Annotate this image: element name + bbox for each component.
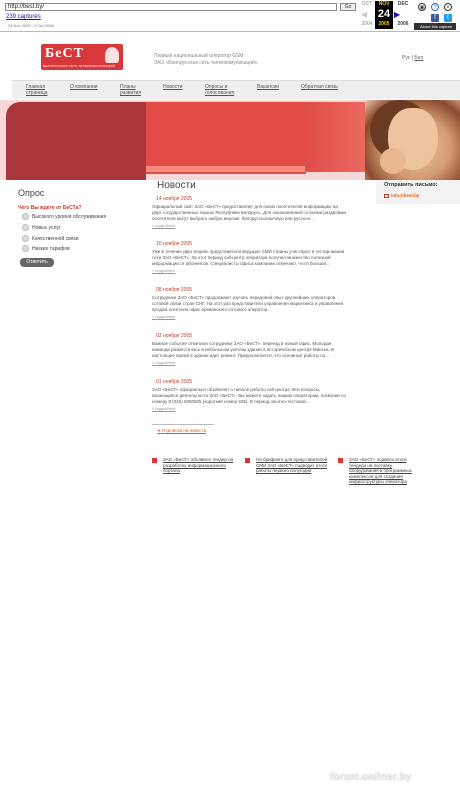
logo-emblem-icon bbox=[105, 47, 119, 63]
bullet-icon bbox=[338, 458, 343, 463]
current-day: 24 bbox=[377, 8, 391, 20]
news-text: Уже в течение двух недель представители ведущих СМИ страны участвуют в тестировании сети ЗАО «БеСТ». За этот период call-центр оператора получил множество полезной информации от абонентов. Специалисты офиса компании отмечают, что в больши... bbox=[152, 249, 345, 266]
envelope-icon bbox=[384, 194, 389, 198]
radio-icon[interactable] bbox=[22, 224, 29, 231]
news-title: Новости bbox=[157, 180, 196, 191]
news-item bbox=[152, 379, 347, 411]
teaser-link[interactable]: На брифинге для представителей СМИ ЗАО «БеСТ» подводит итоги работы первого полугодия bbox=[256, 457, 328, 473]
tagline-line-2: ЗАО «Белорусская сеть телекоммуникаций» bbox=[154, 60, 258, 66]
nav-home[interactable]: Главная страница bbox=[26, 84, 48, 96]
news-date: 01 ноября 2005 bbox=[156, 379, 193, 385]
nav-feedback[interactable]: Обратная связь bbox=[301, 84, 338, 90]
poll-submit-button[interactable]: Ответить bbox=[20, 258, 54, 267]
mail-title: Отправить письмо: bbox=[384, 182, 438, 188]
news-more-link[interactable]: » подробнее bbox=[152, 406, 176, 411]
nav-about[interactable]: О компании bbox=[70, 84, 98, 90]
radio-icon[interactable] bbox=[22, 235, 29, 242]
poll-option[interactable]: Низких тарифов bbox=[22, 245, 70, 252]
wayback-toolbar bbox=[0, 0, 460, 32]
poll-title: Опрос bbox=[18, 188, 45, 198]
radio-icon[interactable] bbox=[22, 213, 29, 220]
banner-light-stripe bbox=[146, 166, 306, 172]
nav-plans[interactable]: Планы развития bbox=[120, 84, 142, 96]
capture-range: 24 Nov 2005 - 9 Oct 2006 bbox=[8, 23, 54, 28]
promo-banner bbox=[0, 100, 460, 180]
teaser-link[interactable]: ЗАО «БеСТ» объявило тендер на разработку информационного портала bbox=[163, 457, 234, 473]
logo-text: БеСТ bbox=[45, 46, 84, 61]
captures-link[interactable]: 239 captures bbox=[6, 14, 41, 20]
news-text: Важное событие отметили сотрудники ЗАО «БеСТ»: переезд в новый офис. Молодая команда разместилась в небольшом уютном здании в историческом центре Минска. В настоящее время в здании идет ремонт. Предполагается, что основные работы по... bbox=[152, 341, 334, 358]
poll-option[interactable]: Высокого уровня обслуживания bbox=[22, 213, 106, 220]
next-month[interactable]: DEC bbox=[397, 1, 409, 7]
lang-by-link[interactable]: Бел bbox=[414, 55, 424, 61]
watermark: forum.onliner.by bbox=[330, 772, 412, 783]
account-icon[interactable]: ◉ bbox=[419, 5, 425, 11]
current-year: 2005 bbox=[378, 21, 390, 27]
url-input[interactable]: http://best.by/ bbox=[5, 3, 337, 11]
news-more-link[interactable]: » подробнее bbox=[152, 314, 176, 319]
next-year[interactable]: 2006 bbox=[397, 21, 409, 27]
tagline-line-1: Первый национальный оператор GSM bbox=[154, 53, 244, 59]
news-text: ЗАО «БеСТ» официально объявляет о начале работы call-центра. Все вопросы, касающиеся деятельности ЗАО «БеСТ», Вы можете задать нашим операторам, позвонив по номеру 8 (025) 5050505 (короткий номер 505). В период опытно-тестовой... bbox=[152, 387, 347, 404]
teaser-link[interactable]: ЗАО «БеСТ» подвело итоги тендера на поставку оборудования и программных комплексов для создания инфраструктуры оператора bbox=[349, 457, 412, 484]
twitter-icon[interactable]: t bbox=[444, 14, 452, 22]
poll-option[interactable]: Качественной связи bbox=[22, 235, 79, 242]
news-text: Официальный сайт ЗАО «БеСТ» предоставляет для своих посетителей информацию на двух государственных языках Республики Беларусь. Для ознакомления со всеми разделами посетители могут выбрать любую версию: белорусскоязычную или русскоя... bbox=[152, 204, 347, 221]
facebook-icon[interactable]: f bbox=[431, 14, 439, 22]
news-date: 14 ноября 2005 bbox=[156, 196, 193, 202]
news-date: 03 ноября 2005 bbox=[156, 333, 193, 339]
news-date: 08 ноября 2005 bbox=[156, 287, 193, 293]
poll-question: Чего Вы ждете от БеСТа? bbox=[18, 205, 82, 211]
nav-news[interactable]: Новости bbox=[163, 84, 183, 90]
news-date: 10 ноября 2005 bbox=[156, 241, 193, 247]
close-icon[interactable]: × bbox=[444, 3, 452, 11]
main-nav bbox=[12, 80, 460, 99]
subscribe-link[interactable]: ➔ Подписка на новости bbox=[157, 428, 207, 433]
language-switch bbox=[402, 55, 423, 61]
arrow-right-icon: ➔ bbox=[157, 428, 161, 433]
tagline bbox=[154, 53, 258, 67]
lang-ru[interactable]: Рус bbox=[402, 55, 411, 61]
help-icon[interactable]: ? bbox=[431, 3, 439, 11]
news-more-link[interactable]: » подробнее bbox=[152, 223, 176, 228]
calendar-widget bbox=[358, 1, 414, 29]
radio-icon[interactable] bbox=[22, 245, 29, 252]
news-text: Сотрудники ЗАО «БеСТ» продолжают изучать передовой опыт крупнейших операторов сотовой связи стран СНГ. На этот раз представители управления маркетинга и управления продаж посетили офис ереванского сотового оператор... bbox=[152, 295, 344, 312]
go-button[interactable]: Go bbox=[340, 3, 356, 11]
prev-capture-arrow-icon[interactable]: ◀ bbox=[361, 10, 368, 19]
news-more-link[interactable]: » подробнее bbox=[152, 268, 176, 273]
poll-option[interactable]: Новых услуг bbox=[22, 224, 61, 231]
news-item bbox=[152, 241, 347, 273]
bullet-icon bbox=[245, 458, 250, 463]
prev-month[interactable]: OCT bbox=[361, 1, 373, 7]
nav-polls[interactable]: Опросы и голосования bbox=[205, 84, 235, 96]
prev-year[interactable]: 2004 bbox=[361, 21, 373, 27]
banner-red-stripe bbox=[146, 102, 306, 174]
current-month: NOV bbox=[375, 1, 393, 29]
lang-separator: | bbox=[410, 55, 415, 61]
bullet-icon bbox=[152, 458, 157, 463]
news-item bbox=[152, 287, 347, 319]
logo-subtitle: БЕЛОРУССКАЯ СЕТЬ ТЕЛЕКОММУНИКАЦИЙ bbox=[43, 64, 115, 68]
best-logo[interactable] bbox=[41, 44, 123, 70]
banner-dark-panel bbox=[6, 102, 146, 180]
about-capture-button[interactable]: About this capture bbox=[414, 23, 456, 30]
banner-photo-hand bbox=[380, 148, 406, 174]
news-item bbox=[152, 333, 347, 365]
nav-vacancies[interactable]: Вакансии bbox=[257, 84, 280, 90]
news-more-link[interactable]: » подробнее bbox=[152, 360, 176, 365]
next-capture-arrow-icon[interactable]: ▶ bbox=[394, 10, 401, 19]
subscribe-divider bbox=[152, 424, 214, 425]
mail-link[interactable]: info@best.by bbox=[384, 193, 419, 198]
news-item bbox=[152, 196, 347, 228]
